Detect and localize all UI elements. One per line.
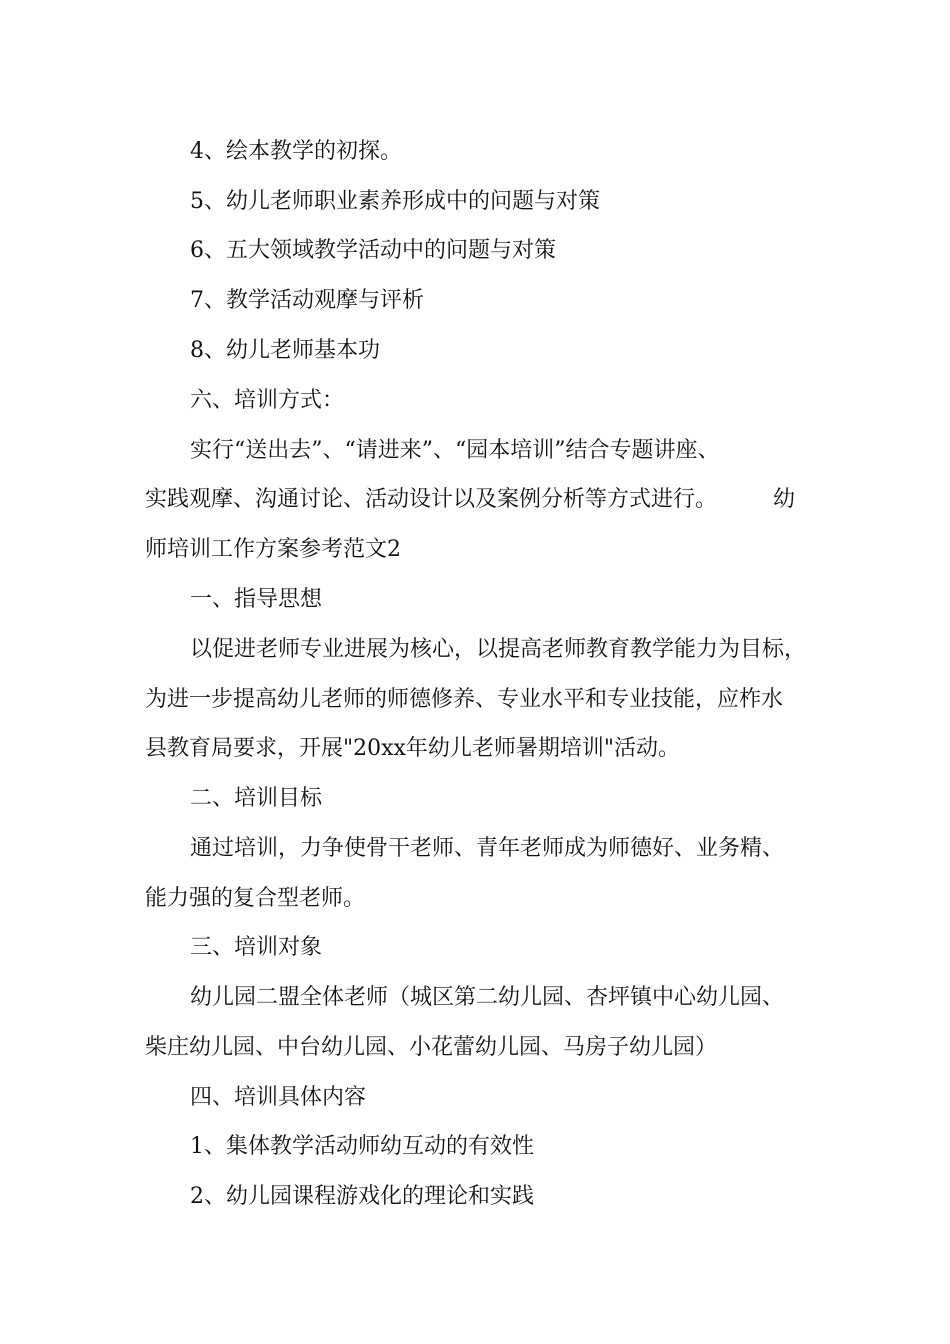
paragraph-line: 实践观摩、沟通讨论、活动设计以及案例分析等方式进行。 幼 xyxy=(145,487,795,512)
list-item-8: 8、幼儿老师基本功 xyxy=(190,338,380,363)
list-item-7: 7、教学活动观摩与评析 xyxy=(190,288,424,313)
list-item-4: 4、绘本教学的初探。 xyxy=(190,139,402,164)
list-item-5: 5、幼儿老师职业素养形成中的问题与对策 xyxy=(190,189,600,214)
section-heading-4: 四、培训具体内容 xyxy=(190,1085,367,1110)
section-heading-1: 一、指导思想 xyxy=(190,587,323,612)
list-item-1: 1、集体教学活动师幼互动的有效性 xyxy=(190,1134,534,1159)
section-heading-3: 三、培训对象 xyxy=(190,935,323,960)
section-heading-6: 六、培训方式： xyxy=(190,388,345,413)
document-subtitle: 师培训工作方案参考范文2 xyxy=(145,537,401,562)
paragraph-line: 幼儿园二盟全体老师（城区第二幼儿园、杏坪镇中心幼儿园、 xyxy=(190,985,785,1010)
paragraph-line: 以促进老师专业进展为核心，以提高老师教育教学能力为目标， xyxy=(190,637,807,662)
paragraph-line: 实行“送出去”、“请进来”、“园本培训”结合专题讲座、 xyxy=(190,438,720,463)
list-item-6: 6、五大领域教学活动中的问题与对策 xyxy=(190,238,556,263)
paragraph-line: 能力强的复合型老师。 xyxy=(145,886,366,911)
paragraph-line: 为进一步提高幼儿老师的师德修养、专业水平和专业技能，应柞水 xyxy=(145,687,784,712)
paragraph-line: 县教育局要求，开展"20xx年幼儿老师暑期培训"活动。 xyxy=(145,736,681,761)
list-item-2: 2、幼儿园课程游戏化的理论和实践 xyxy=(190,1184,534,1209)
paragraph-line: 柴庄幼儿园、中台幼儿园、小花蕾幼儿园、马房子幼儿园） xyxy=(145,1035,718,1060)
paragraph-line: 通过培训，力争使骨干老师、青年老师成为师德好、业务精、 xyxy=(190,836,785,861)
section-heading-2: 二、培训目标 xyxy=(190,786,323,811)
